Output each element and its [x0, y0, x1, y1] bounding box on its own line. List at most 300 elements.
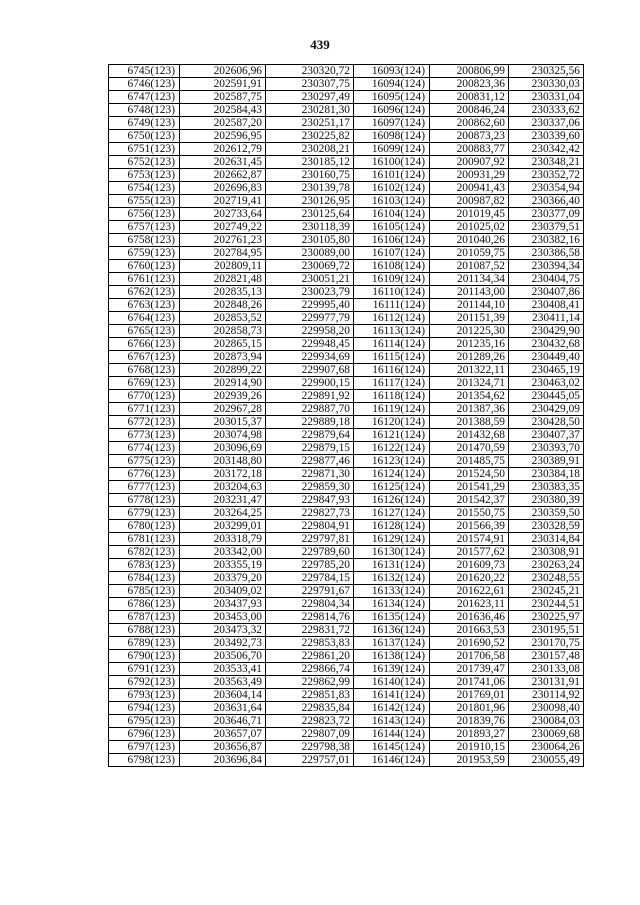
cell-point-id-right: 16139(124) — [354, 663, 430, 676]
cell-point-id-right: 16118(124) — [354, 390, 430, 403]
cell-point-id-left: 6755(123) — [109, 195, 180, 208]
cell-x-right: 201623,11 — [430, 598, 509, 611]
cell-y-right: 230352,72 — [509, 169, 584, 182]
cell-y-right: 230379,51 — [509, 221, 584, 234]
cell-y-left: 230051,21 — [266, 273, 354, 286]
cell-y-left: 230089,00 — [266, 247, 354, 260]
cell-point-id-right: 16107(124) — [354, 247, 430, 260]
table-row — [109, 663, 584, 676]
cell-point-id-left: 6789(123) — [109, 637, 180, 650]
cell-point-id-right: 16099(124) — [354, 143, 430, 156]
cell-x-left: 203437,93 — [180, 598, 266, 611]
cell-y-left: 229804,34 — [266, 598, 354, 611]
cell-y-right: 230330,03 — [509, 78, 584, 91]
cell-x-left: 202967,28 — [180, 403, 266, 416]
cell-x-right: 201542,37 — [430, 494, 509, 507]
cell-point-id-left: 6767(123) — [109, 351, 180, 364]
cell-point-id-right: 16140(124) — [354, 676, 430, 689]
cell-y-left: 229948,45 — [266, 338, 354, 351]
cell-y-right: 230432,68 — [509, 338, 584, 351]
table-row — [109, 364, 584, 377]
cell-x-left: 203318,79 — [180, 533, 266, 546]
cell-point-id-left: 6765(123) — [109, 325, 180, 338]
table-row — [109, 481, 584, 494]
table-row — [109, 442, 584, 455]
cell-point-id-left: 6746(123) — [109, 78, 180, 91]
cell-point-id-left: 6793(123) — [109, 689, 180, 702]
cell-point-id-right: 16101(124) — [354, 169, 430, 182]
cell-x-right: 201059,75 — [430, 247, 509, 260]
cell-x-right: 201609,73 — [430, 559, 509, 572]
cell-y-right: 230393,70 — [509, 442, 584, 455]
cell-point-id-left: 6798(123) — [109, 754, 180, 767]
cell-point-id-right: 16122(124) — [354, 442, 430, 455]
cell-x-right: 201019,45 — [430, 208, 509, 221]
cell-point-id-left: 6785(123) — [109, 585, 180, 598]
cell-x-right: 201485,75 — [430, 455, 509, 468]
cell-point-id-right: 16121(124) — [354, 429, 430, 442]
cell-point-id-left: 6786(123) — [109, 598, 180, 611]
table-row — [109, 143, 584, 156]
cell-y-left: 229995,40 — [266, 299, 354, 312]
cell-x-left: 203299,01 — [180, 520, 266, 533]
cell-point-id-right: 16127(124) — [354, 507, 430, 520]
cell-point-id-right: 16093(124) — [354, 65, 430, 78]
cell-point-id-left: 6792(123) — [109, 676, 180, 689]
cell-point-id-left: 6752(123) — [109, 156, 180, 169]
cell-point-id-right: 16143(124) — [354, 715, 430, 728]
cell-y-right: 230328,59 — [509, 520, 584, 533]
cell-x-left: 203453,00 — [180, 611, 266, 624]
cell-point-id-right: 16097(124) — [354, 117, 430, 130]
cell-x-right: 200883,77 — [430, 143, 509, 156]
table-row — [109, 273, 584, 286]
cell-point-id-right: 16133(124) — [354, 585, 430, 598]
cell-y-left: 230307,75 — [266, 78, 354, 91]
cell-point-id-left: 6766(123) — [109, 338, 180, 351]
cell-y-right: 230386,58 — [509, 247, 584, 260]
cell-x-right: 201636,46 — [430, 611, 509, 624]
cell-point-id-left: 6764(123) — [109, 312, 180, 325]
cell-y-left: 229804,91 — [266, 520, 354, 533]
cell-y-left: 229907,68 — [266, 364, 354, 377]
cell-y-right: 230366,40 — [509, 195, 584, 208]
cell-y-left: 229977,79 — [266, 312, 354, 325]
cell-point-id-left: 6762(123) — [109, 286, 180, 299]
cell-point-id-left: 6763(123) — [109, 299, 180, 312]
cell-x-left: 203379,20 — [180, 572, 266, 585]
cell-y-left: 229889,18 — [266, 416, 354, 429]
cell-y-right: 230429,09 — [509, 403, 584, 416]
cell-y-right: 230384,18 — [509, 468, 584, 481]
cell-x-right: 201289,26 — [430, 351, 509, 364]
cell-x-right: 200941,43 — [430, 182, 509, 195]
table-row — [109, 78, 584, 91]
cell-y-left: 229879,64 — [266, 429, 354, 442]
cell-y-left: 229879,15 — [266, 442, 354, 455]
page-number: 439 — [310, 37, 330, 52]
cell-point-id-right: 16095(124) — [354, 91, 430, 104]
cell-point-id-right: 16116(124) — [354, 364, 430, 377]
cell-y-right: 230342,42 — [509, 143, 584, 156]
table-row — [109, 520, 584, 533]
table-row — [109, 104, 584, 117]
cell-y-right: 230248,55 — [509, 572, 584, 585]
cell-x-left: 202835,13 — [180, 286, 266, 299]
cell-x-right: 201910,15 — [430, 741, 509, 754]
cell-y-right: 230383,35 — [509, 481, 584, 494]
cell-point-id-left: 6772(123) — [109, 416, 180, 429]
cell-y-left: 229835,84 — [266, 702, 354, 715]
cell-x-left: 202853,52 — [180, 312, 266, 325]
cell-x-left: 202809,11 — [180, 260, 266, 273]
cell-y-left: 229958,20 — [266, 325, 354, 338]
cell-x-left: 203646,71 — [180, 715, 266, 728]
cell-y-right: 230380,39 — [509, 494, 584, 507]
cell-point-id-left: 6751(123) — [109, 143, 180, 156]
table-row — [109, 286, 584, 299]
cell-x-right: 201143,00 — [430, 286, 509, 299]
cell-point-id-right: 16113(124) — [354, 325, 430, 338]
coordinates-table — [108, 64, 584, 767]
cell-y-left: 229847,93 — [266, 494, 354, 507]
cell-y-left: 230118,39 — [266, 221, 354, 234]
table-row — [109, 182, 584, 195]
cell-point-id-left: 6775(123) — [109, 455, 180, 468]
cell-point-id-right: 16117(124) — [354, 377, 430, 390]
cell-y-right: 230055,49 — [509, 754, 584, 767]
cell-x-left: 202733,64 — [180, 208, 266, 221]
cell-y-left: 229823,72 — [266, 715, 354, 728]
cell-y-right: 230098,40 — [509, 702, 584, 715]
cell-point-id-right: 16111(124) — [354, 299, 430, 312]
cell-x-left: 202596,95 — [180, 130, 266, 143]
cell-x-left: 202631,45 — [180, 156, 266, 169]
cell-x-left: 202914,90 — [180, 377, 266, 390]
table-row — [109, 234, 584, 247]
cell-x-right: 201387,36 — [430, 403, 509, 416]
cell-x-left: 203656,87 — [180, 741, 266, 754]
cell-x-left: 203148,80 — [180, 455, 266, 468]
cell-point-id-right: 16094(124) — [354, 78, 430, 91]
cell-y-left: 230160,75 — [266, 169, 354, 182]
cell-y-left: 229797,81 — [266, 533, 354, 546]
table-row — [109, 650, 584, 663]
cell-x-left: 202587,75 — [180, 91, 266, 104]
cell-y-left: 230208,21 — [266, 143, 354, 156]
table-row — [109, 676, 584, 689]
table-row — [109, 689, 584, 702]
cell-point-id-left: 6770(123) — [109, 390, 180, 403]
cell-y-right: 230157,48 — [509, 650, 584, 663]
cell-x-right: 201354,62 — [430, 390, 509, 403]
cell-point-id-right: 16109(124) — [354, 273, 430, 286]
cell-x-left: 202899,22 — [180, 364, 266, 377]
cell-point-id-left: 6777(123) — [109, 481, 180, 494]
cell-point-id-left: 6782(123) — [109, 546, 180, 559]
cell-y-right: 230382,16 — [509, 234, 584, 247]
cell-point-id-left: 6749(123) — [109, 117, 180, 130]
cell-y-right: 230428,50 — [509, 416, 584, 429]
table-row — [109, 91, 584, 104]
cell-point-id-left: 6781(123) — [109, 533, 180, 546]
table-row — [109, 728, 584, 741]
table-row — [109, 611, 584, 624]
cell-x-left: 203409,02 — [180, 585, 266, 598]
cell-point-id-left: 6790(123) — [109, 650, 180, 663]
cell-y-right: 230114,92 — [509, 689, 584, 702]
cell-y-right: 230263,24 — [509, 559, 584, 572]
cell-point-id-right: 16126(124) — [354, 494, 430, 507]
table-row — [109, 754, 584, 767]
cell-x-right: 200931,29 — [430, 169, 509, 182]
cell-x-right: 200846,24 — [430, 104, 509, 117]
cell-y-right: 230463,02 — [509, 377, 584, 390]
cell-x-left: 203264,25 — [180, 507, 266, 520]
cell-x-right: 201739,47 — [430, 663, 509, 676]
table-row — [109, 429, 584, 442]
cell-point-id-right: 16100(124) — [354, 156, 430, 169]
cell-point-id-left: 6774(123) — [109, 442, 180, 455]
cell-y-left: 230297,49 — [266, 91, 354, 104]
cell-point-id-right: 16108(124) — [354, 260, 430, 273]
cell-x-left: 203506,70 — [180, 650, 266, 663]
cell-y-right: 230348,21 — [509, 156, 584, 169]
cell-y-right: 230377,09 — [509, 208, 584, 221]
cell-point-id-right: 16134(124) — [354, 598, 430, 611]
table-row — [109, 585, 584, 598]
table-row — [109, 169, 584, 182]
cell-x-right: 201144,10 — [430, 299, 509, 312]
cell-point-id-right: 16103(124) — [354, 195, 430, 208]
table-row — [109, 195, 584, 208]
cell-x-right: 201839,76 — [430, 715, 509, 728]
table-row — [109, 546, 584, 559]
cell-x-right: 200806,99 — [430, 65, 509, 78]
cell-point-id-right: 16145(124) — [354, 741, 430, 754]
table-row — [109, 741, 584, 754]
cell-x-left: 203231,47 — [180, 494, 266, 507]
cell-point-id-right: 16104(124) — [354, 208, 430, 221]
cell-y-left: 230139,78 — [266, 182, 354, 195]
cell-point-id-right: 16135(124) — [354, 611, 430, 624]
table-row — [109, 299, 584, 312]
cell-point-id-left: 6787(123) — [109, 611, 180, 624]
table-row — [109, 338, 584, 351]
cell-y-left: 229798,38 — [266, 741, 354, 754]
cell-point-id-left: 6796(123) — [109, 728, 180, 741]
cell-y-left: 229934,69 — [266, 351, 354, 364]
cell-y-right: 230394,34 — [509, 260, 584, 273]
cell-point-id-right: 16141(124) — [354, 689, 430, 702]
cell-x-left: 202662,87 — [180, 169, 266, 182]
cell-x-right: 201893,27 — [430, 728, 509, 741]
cell-x-left: 203631,64 — [180, 702, 266, 715]
table-row — [109, 702, 584, 715]
cell-y-right: 230404,75 — [509, 273, 584, 286]
cell-y-right: 230354,94 — [509, 182, 584, 195]
cell-x-left: 202761,23 — [180, 234, 266, 247]
cell-point-id-left: 6769(123) — [109, 377, 180, 390]
cell-point-id-right: 16131(124) — [354, 559, 430, 572]
cell-x-right: 201324,71 — [430, 377, 509, 390]
cell-y-right: 230170,75 — [509, 637, 584, 650]
cell-point-id-right: 16128(124) — [354, 520, 430, 533]
cell-x-left: 203355,19 — [180, 559, 266, 572]
cell-y-left: 230126,95 — [266, 195, 354, 208]
cell-y-left: 230251,17 — [266, 117, 354, 130]
cell-point-id-left: 6791(123) — [109, 663, 180, 676]
cell-x-right: 201470,59 — [430, 442, 509, 455]
cell-point-id-left: 6778(123) — [109, 494, 180, 507]
cell-x-left: 203473,32 — [180, 624, 266, 637]
cell-x-right: 201550,75 — [430, 507, 509, 520]
cell-point-id-right: 16096(124) — [354, 104, 430, 117]
cell-x-right: 201801,96 — [430, 702, 509, 715]
cell-point-id-left: 6783(123) — [109, 559, 180, 572]
cell-x-right: 200873,23 — [430, 130, 509, 143]
cell-y-left: 229784,15 — [266, 572, 354, 585]
cell-x-right: 201620,22 — [430, 572, 509, 585]
table-row — [109, 403, 584, 416]
cell-y-left: 229866,74 — [266, 663, 354, 676]
cell-point-id-left: 6797(123) — [109, 741, 180, 754]
cell-point-id-right: 16115(124) — [354, 351, 430, 364]
cell-x-left: 202749,22 — [180, 221, 266, 234]
cell-x-left: 202696,83 — [180, 182, 266, 195]
cell-point-id-right: 16106(124) — [354, 234, 430, 247]
cell-x-left: 202784,95 — [180, 247, 266, 260]
cell-x-right: 200823,36 — [430, 78, 509, 91]
cell-x-right: 201322,11 — [430, 364, 509, 377]
cell-y-right: 230244,51 — [509, 598, 584, 611]
cell-point-id-left: 6795(123) — [109, 715, 180, 728]
cell-x-right: 201087,52 — [430, 260, 509, 273]
table-row — [109, 156, 584, 169]
cell-point-id-right: 16112(124) — [354, 312, 430, 325]
cell-x-left: 203657,07 — [180, 728, 266, 741]
cell-point-id-left: 6768(123) — [109, 364, 180, 377]
cell-point-id-right: 16144(124) — [354, 728, 430, 741]
cell-y-right: 230084,03 — [509, 715, 584, 728]
cell-y-left: 229891,92 — [266, 390, 354, 403]
table-row — [109, 130, 584, 143]
cell-x-left: 203172,18 — [180, 468, 266, 481]
cell-x-left: 203696,84 — [180, 754, 266, 767]
cell-y-left: 229831,72 — [266, 624, 354, 637]
cell-point-id-left: 6757(123) — [109, 221, 180, 234]
cell-x-right: 201741,06 — [430, 676, 509, 689]
cell-y-right: 230225,97 — [509, 611, 584, 624]
cell-x-left: 203492,73 — [180, 637, 266, 650]
cell-y-right: 230407,37 — [509, 429, 584, 442]
cell-y-left: 230125,64 — [266, 208, 354, 221]
cell-point-id-left: 6754(123) — [109, 182, 180, 195]
cell-y-right: 230131,91 — [509, 676, 584, 689]
cell-y-left: 229859,30 — [266, 481, 354, 494]
cell-x-left: 203604,14 — [180, 689, 266, 702]
table-row — [109, 559, 584, 572]
cell-y-right: 230449,40 — [509, 351, 584, 364]
cell-point-id-right: 16137(124) — [354, 637, 430, 650]
cell-y-left: 230023,79 — [266, 286, 354, 299]
cell-x-left: 203563,49 — [180, 676, 266, 689]
cell-y-left: 229785,20 — [266, 559, 354, 572]
table-row — [109, 377, 584, 390]
cell-point-id-right: 16129(124) — [354, 533, 430, 546]
cell-x-right: 201622,61 — [430, 585, 509, 598]
table-row — [109, 533, 584, 546]
cell-y-left: 230320,72 — [266, 65, 354, 78]
cell-y-right: 230325,56 — [509, 65, 584, 78]
cell-x-left: 202719,41 — [180, 195, 266, 208]
cell-point-id-left: 6760(123) — [109, 260, 180, 273]
cell-x-right: 201953,59 — [430, 754, 509, 767]
cell-x-right: 201432,68 — [430, 429, 509, 442]
cell-x-right: 200987,82 — [430, 195, 509, 208]
cell-point-id-right: 16105(124) — [354, 221, 430, 234]
cell-point-id-right: 16130(124) — [354, 546, 430, 559]
cell-point-id-left: 6780(123) — [109, 520, 180, 533]
cell-x-left: 202587,20 — [180, 117, 266, 130]
cell-y-left: 229814,76 — [266, 611, 354, 624]
cell-point-id-left: 6761(123) — [109, 273, 180, 286]
cell-x-left: 202584,43 — [180, 104, 266, 117]
cell-y-right: 230308,91 — [509, 546, 584, 559]
cell-y-right: 230069,68 — [509, 728, 584, 741]
cell-point-id-left: 6771(123) — [109, 403, 180, 416]
cell-y-right: 230408,41 — [509, 299, 584, 312]
cell-y-left: 229862,99 — [266, 676, 354, 689]
cell-point-id-left: 6747(123) — [109, 91, 180, 104]
table-row — [109, 624, 584, 637]
table-row — [109, 494, 584, 507]
cell-x-left: 202612,79 — [180, 143, 266, 156]
cell-x-right: 201225,30 — [430, 325, 509, 338]
cell-y-left: 229861,20 — [266, 650, 354, 663]
cell-y-right: 230465,19 — [509, 364, 584, 377]
cell-x-right: 201574,91 — [430, 533, 509, 546]
cell-x-left: 202821,48 — [180, 273, 266, 286]
cell-x-right: 201025,02 — [430, 221, 509, 234]
cell-y-right: 230245,21 — [509, 585, 584, 598]
cell-x-right: 201151,39 — [430, 312, 509, 325]
cell-x-left: 203015,37 — [180, 416, 266, 429]
cell-point-id-left: 6776(123) — [109, 468, 180, 481]
cell-y-left: 229853,83 — [266, 637, 354, 650]
cell-point-id-left: 6794(123) — [109, 702, 180, 715]
cell-y-right: 230195,51 — [509, 624, 584, 637]
cell-x-right: 201541,29 — [430, 481, 509, 494]
cell-x-left: 203342,00 — [180, 546, 266, 559]
table-row — [109, 208, 584, 221]
cell-point-id-left: 6759(123) — [109, 247, 180, 260]
cell-point-id-left: 6779(123) — [109, 507, 180, 520]
cell-x-right: 201577,62 — [430, 546, 509, 559]
cell-y-right: 230407,86 — [509, 286, 584, 299]
table-row — [109, 715, 584, 728]
cell-x-left: 202873,94 — [180, 351, 266, 364]
cell-point-id-left: 6745(123) — [109, 65, 180, 78]
cell-x-left: 202858,73 — [180, 325, 266, 338]
cell-x-right: 201040,26 — [430, 234, 509, 247]
cell-y-right: 230445,05 — [509, 390, 584, 403]
table-row — [109, 325, 584, 338]
coordinates-table-body — [109, 65, 584, 767]
cell-point-id-left: 6748(123) — [109, 104, 180, 117]
cell-x-left: 203074,98 — [180, 429, 266, 442]
cell-x-right: 201235,16 — [430, 338, 509, 351]
